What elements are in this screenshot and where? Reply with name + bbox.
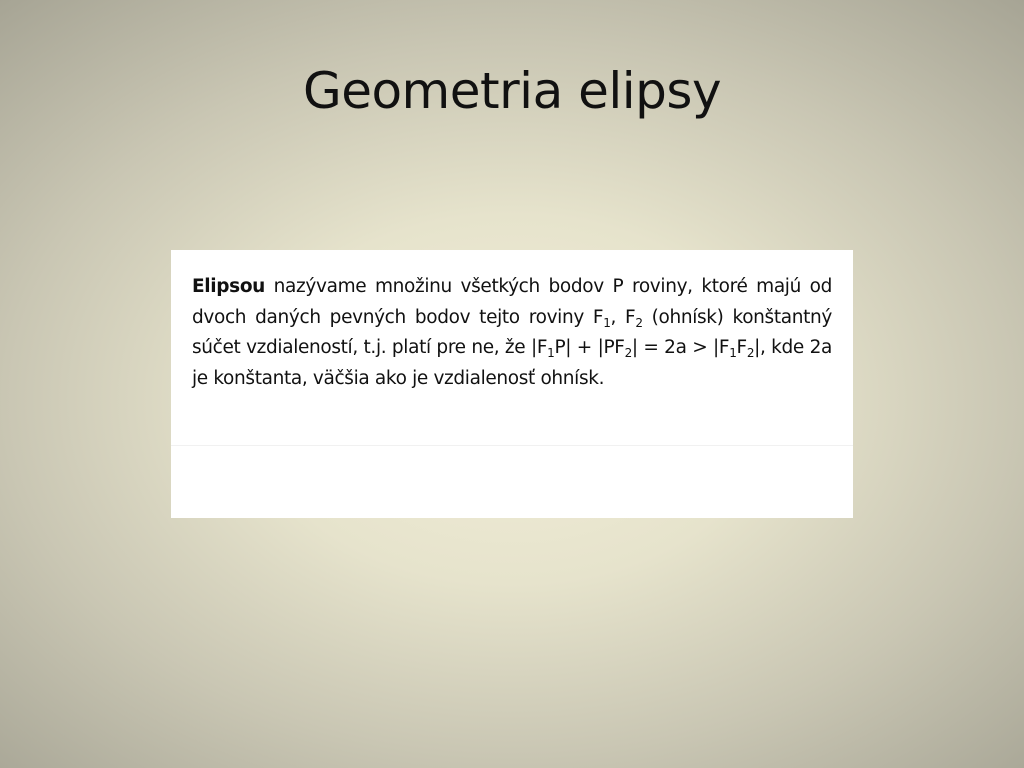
definition-text: |, kde 2a je konštanta, väčšia ako je vzdialenosť ohnísk. <box>192 337 833 389</box>
subscript: 1 <box>603 315 611 330</box>
subscript: 2 <box>635 315 643 330</box>
definition-text: | = 2a > |F <box>631 337 730 358</box>
subscript: 1 <box>547 346 555 360</box>
definition-text: (ohnísk) konštantný súčet vzdialeností, t.j. platí pre ne, že |F <box>192 306 832 358</box>
definition-text: nazývame množinu všetkých bodov P roviny, ktoré majú od dvoch daných pevných bodov tejto roviny F <box>192 276 832 328</box>
definition-text: , F <box>610 306 636 328</box>
slide-title: Geometria elipsy <box>302 62 722 120</box>
definition-term: Elipsou <box>192 276 266 297</box>
subscript: 2 <box>624 346 632 360</box>
content-row-definition <box>171 250 853 446</box>
ellipse-definition <box>192 272 832 394</box>
subscript: 2 <box>746 346 755 360</box>
definition-text: F <box>736 337 747 358</box>
subscript: 1 <box>729 346 737 360</box>
content-box <box>171 250 853 518</box>
definition-text: P| + |PF <box>554 337 625 358</box>
